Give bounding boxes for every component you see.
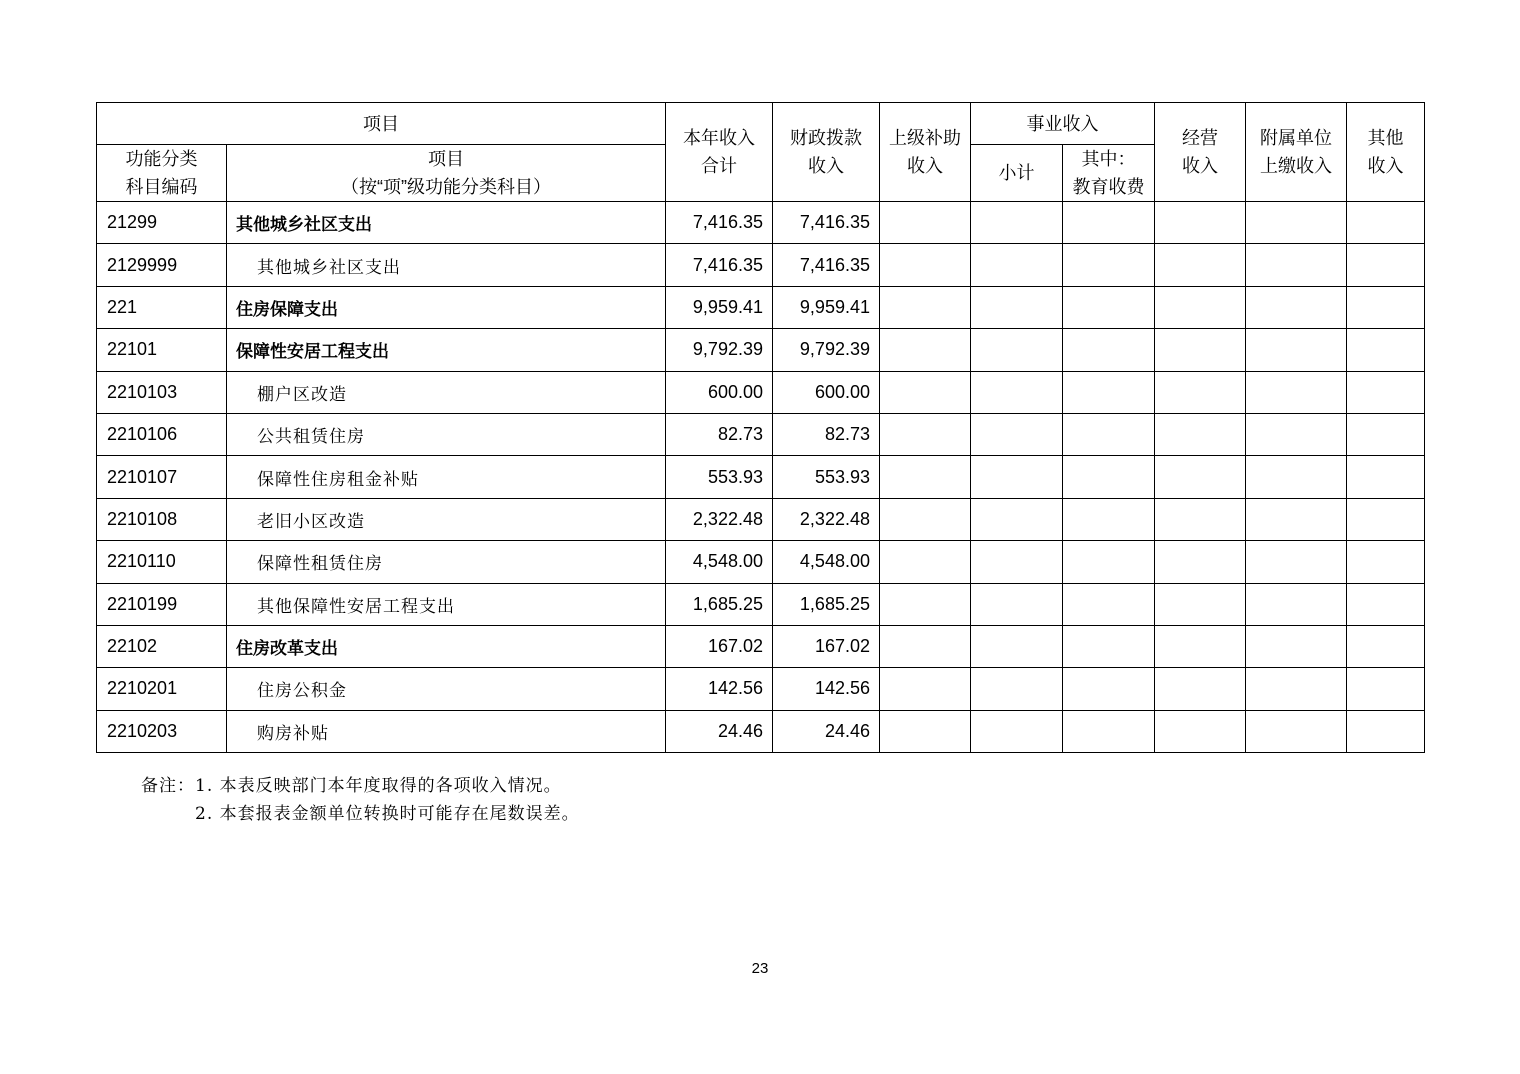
row-other-income [1347,202,1425,244]
row-other-income [1347,583,1425,625]
row-subtotal [971,456,1063,498]
row-operating-income [1155,583,1246,625]
row-other-income [1347,329,1425,371]
header-operating-income: 经营 收入 [1155,103,1246,202]
row-total-income: 82.73 [666,413,773,455]
row-education-fees [1063,286,1155,328]
row-other-income [1347,413,1425,455]
row-subtotal [971,286,1063,328]
row-code: 2210106 [97,413,227,455]
row-code: 2210203 [97,710,227,752]
row-education-fees [1063,202,1155,244]
row-other-income [1347,498,1425,540]
row-affiliated-units [1246,456,1347,498]
row-fiscal-appropriation: 1,685.25 [773,583,880,625]
row-total-income: 2,322.48 [666,498,773,540]
row-name: 其他城乡社区支出 [227,202,666,244]
row-affiliated-units [1246,413,1347,455]
row-superior-subsidy [880,371,971,413]
row-total-income: 9,792.39 [666,329,773,371]
row-other-income [1347,371,1425,413]
row-education-fees [1063,710,1155,752]
row-fiscal-appropriation: 2,322.48 [773,498,880,540]
row-name: 住房保障支出 [227,286,666,328]
row-name: 棚户区改造 [227,371,666,413]
row-name: 购房补贴 [227,710,666,752]
row-affiliated-units [1246,371,1347,413]
header-superior-subsidy: 上级补助 收入 [880,103,971,202]
table-row [97,244,1425,286]
row-superior-subsidy [880,202,971,244]
row-affiliated-units [1246,710,1347,752]
row-superior-subsidy [880,244,971,286]
row-name: 其他保障性安居工程支出 [227,583,666,625]
table-row [97,668,1425,710]
row-fiscal-appropriation: 24.46 [773,710,880,752]
header-fiscal-appropriation: 财政拨款 收入 [773,103,880,202]
row-name: 公共租赁住房 [227,413,666,455]
row-operating-income [1155,625,1246,667]
row-total-income: 7,416.35 [666,244,773,286]
row-operating-income [1155,286,1246,328]
table-body [97,202,1425,753]
note-line-1: 备注：1. 本表反映部门本年度取得的各项收入情况。 [141,776,562,796]
row-operating-income [1155,371,1246,413]
row-fiscal-appropriation: 600.00 [773,371,880,413]
header-subtotal: 小计 [971,145,1063,202]
row-operating-income [1155,413,1246,455]
header-education-fees: 其中： 教育收费 [1063,145,1155,202]
row-other-income [1347,668,1425,710]
row-affiliated-units [1246,668,1347,710]
row-fiscal-appropriation: 553.93 [773,456,880,498]
row-code: 22101 [97,329,227,371]
row-name: 保障性安居工程支出 [227,329,666,371]
row-total-income: 142.56 [666,668,773,710]
row-code: 221 [97,286,227,328]
row-affiliated-units [1246,498,1347,540]
row-operating-income [1155,244,1246,286]
row-education-fees [1063,413,1155,455]
table-row [97,329,1425,371]
row-subtotal [971,413,1063,455]
row-operating-income [1155,202,1246,244]
table-row [97,710,1425,752]
row-operating-income [1155,456,1246,498]
row-education-fees [1063,456,1155,498]
row-other-income [1347,710,1425,752]
row-education-fees [1063,541,1155,583]
row-subtotal [971,244,1063,286]
row-other-income [1347,286,1425,328]
row-name: 住房公积金 [227,668,666,710]
notes [141,772,580,828]
table-row [97,413,1425,455]
table-row [97,625,1425,667]
row-total-income: 553.93 [666,456,773,498]
row-operating-income [1155,329,1246,371]
row-total-income: 4,548.00 [666,541,773,583]
header-other-income: 其他 收入 [1347,103,1425,202]
row-code: 2210201 [97,668,227,710]
row-superior-subsidy [880,668,971,710]
row-total-income: 7,416.35 [666,202,773,244]
table-row [97,583,1425,625]
row-subtotal [971,329,1063,371]
row-total-income: 1,685.25 [666,583,773,625]
row-superior-subsidy [880,541,971,583]
row-subtotal [971,498,1063,540]
header-project-group: 项目 [97,103,666,145]
row-total-income: 9,959.41 [666,286,773,328]
row-fiscal-appropriation: 4,548.00 [773,541,880,583]
header-total-income: 本年收入 合计 [666,103,773,202]
row-code: 2210110 [97,541,227,583]
row-total-income: 167.02 [666,625,773,667]
row-subtotal [971,202,1063,244]
page-number: 23 [751,960,769,977]
row-superior-subsidy [880,498,971,540]
income-table [96,102,1425,753]
row-fiscal-appropriation: 142.56 [773,668,880,710]
row-subtotal [971,710,1063,752]
header-business-income: 事业收入 [971,103,1155,145]
row-affiliated-units [1246,329,1347,371]
row-education-fees [1063,498,1155,540]
row-code: 2210199 [97,583,227,625]
row-code: 21299 [97,202,227,244]
row-code: 22102 [97,625,227,667]
row-name: 老旧小区改造 [227,498,666,540]
row-code: 2210108 [97,498,227,540]
header-item-name: 项目 （按“项”级功能分类科目） [227,145,666,202]
row-affiliated-units [1246,625,1347,667]
row-affiliated-units [1246,286,1347,328]
row-fiscal-appropriation: 7,416.35 [773,202,880,244]
row-other-income [1347,244,1425,286]
row-fiscal-appropriation: 82.73 [773,413,880,455]
table-row [97,286,1425,328]
row-affiliated-units [1246,244,1347,286]
row-other-income [1347,541,1425,583]
row-subtotal [971,371,1063,413]
row-education-fees [1063,244,1155,286]
table-row [97,456,1425,498]
row-superior-subsidy [880,286,971,328]
header-function-code: 功能分类 科目编码 [97,145,227,202]
row-fiscal-appropriation: 7,416.35 [773,244,880,286]
row-education-fees [1063,371,1155,413]
row-other-income [1347,625,1425,667]
row-fiscal-appropriation: 9,959.41 [773,286,880,328]
row-code: 2210107 [97,456,227,498]
row-superior-subsidy [880,456,971,498]
row-operating-income [1155,668,1246,710]
row-affiliated-units [1246,541,1347,583]
table-row [97,371,1425,413]
row-operating-income [1155,541,1246,583]
row-operating-income [1155,498,1246,540]
row-code: 2210103 [97,371,227,413]
header-affiliated-units: 附属单位 上缴收入 [1246,103,1347,202]
row-superior-subsidy [880,329,971,371]
row-superior-subsidy [880,413,971,455]
row-education-fees [1063,329,1155,371]
row-total-income: 600.00 [666,371,773,413]
row-education-fees [1063,668,1155,710]
row-superior-subsidy [880,583,971,625]
row-education-fees [1063,625,1155,667]
row-superior-subsidy [880,710,971,752]
table-row [97,541,1425,583]
row-subtotal [971,625,1063,667]
row-superior-subsidy [880,625,971,667]
row-subtotal [971,668,1063,710]
row-subtotal [971,583,1063,625]
table-row [97,202,1425,244]
row-name: 住房改革支出 [227,625,666,667]
row-education-fees [1063,583,1155,625]
row-name: 保障性租赁住房 [227,541,666,583]
row-name: 其他城乡社区支出 [227,244,666,286]
row-affiliated-units [1246,583,1347,625]
note-line-2: 2. 本套报表金额单位转换时可能存在尾数误差。 [195,804,580,824]
row-other-income [1347,456,1425,498]
row-name: 保障性住房租金补贴 [227,456,666,498]
row-code: 2129999 [97,244,227,286]
table-row [97,498,1425,540]
row-total-income: 24.46 [666,710,773,752]
row-affiliated-units [1246,202,1347,244]
row-fiscal-appropriation: 9,792.39 [773,329,880,371]
row-fiscal-appropriation: 167.02 [773,625,880,667]
row-subtotal [971,541,1063,583]
row-operating-income [1155,710,1246,752]
